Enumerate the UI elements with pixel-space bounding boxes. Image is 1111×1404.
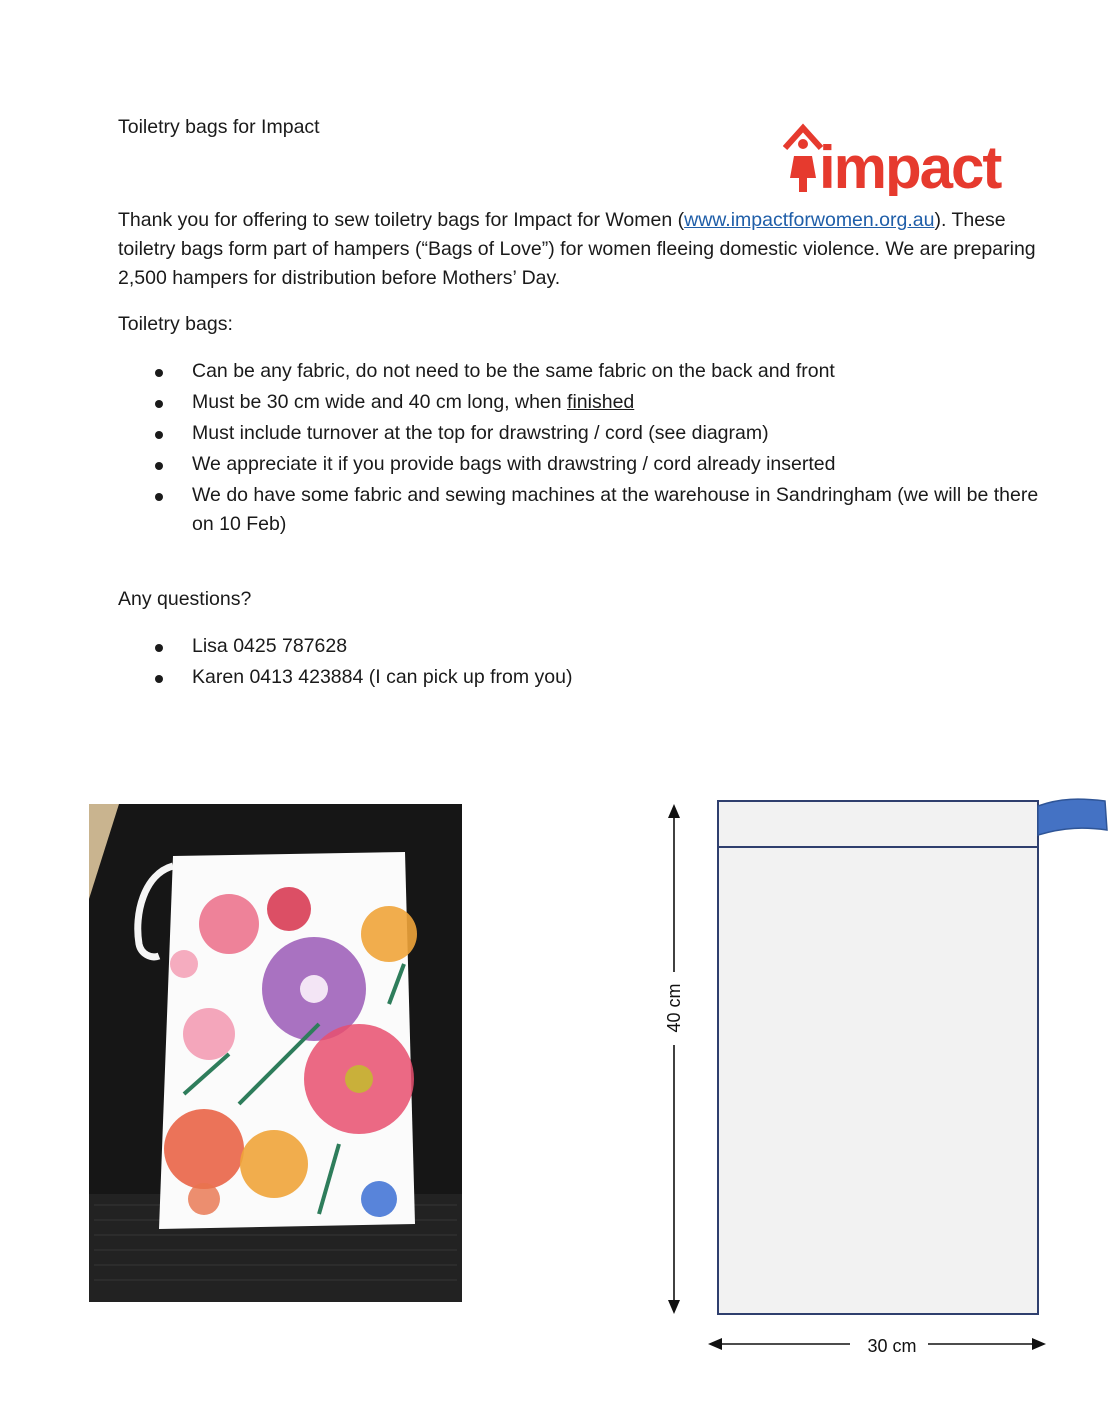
contacts-label: Any questions?	[118, 588, 252, 610]
bullet-icon	[155, 369, 163, 377]
page-title: Toiletry bags for Impact	[118, 116, 320, 138]
drawstring-icon	[1038, 799, 1107, 835]
intro-text-start: Thank you for offering to sew toiletry bags for Impact for Women (	[118, 209, 685, 231]
intro-text-end: ). These toiletry bags form part of hampers (“Bags of Love”) for women fleeing domestic violence. We are preparing 2,500 hampers for distribution before Mothers’ Day.	[118, 209, 1036, 289]
list-item: We do have some fabric and sewing machines at the warehouse in Sandringham (we will be there on 10 Feb)	[152, 481, 1052, 539]
bullet-icon	[155, 675, 163, 683]
bullet-icon	[155, 462, 163, 470]
contacts-list	[152, 632, 1052, 694]
bullet-icon	[155, 431, 163, 439]
floral-bag-image	[89, 804, 462, 1302]
list-item: Can be any fabric, do not need to be the same fabric on the back and front	[152, 357, 1052, 386]
bag-dimension-diagram	[640, 790, 1111, 1370]
bag-photo	[89, 804, 462, 1302]
arrow-down-icon	[668, 1300, 680, 1314]
arrow-up-icon	[668, 804, 680, 818]
logo-text: impact	[819, 134, 1001, 196]
bullet-icon	[155, 400, 163, 408]
impact-logo-graphic	[783, 122, 1008, 196]
height-label: 40 cm	[664, 983, 684, 1033]
list-item: Lisa 0425 787628	[152, 632, 1052, 661]
bag-outline	[718, 801, 1038, 1314]
bullet-icon	[155, 493, 163, 501]
list-item: We appreciate it if you provide bags with drawstring / cord already inserted	[152, 450, 1052, 479]
arrow-left-icon	[708, 1338, 722, 1350]
width-label: 30 cm	[867, 1336, 917, 1356]
bullet-icon	[155, 644, 163, 652]
intro-paragraph	[118, 206, 1058, 293]
list-item: Karen 0413 423884 (I can pick up from you)	[152, 663, 1052, 692]
arrow-right-icon	[1032, 1338, 1046, 1350]
underlined-word: finished	[567, 391, 635, 413]
list-item: Must include turnover at the top for drawstring / cord (see diagram)	[152, 419, 1052, 448]
impact-logo	[783, 122, 1008, 196]
diagram-graphic	[640, 790, 1111, 1370]
impact-website-link[interactable]: www.impactforwomen.org.au	[684, 209, 935, 231]
requirements-label: Toiletry bags:	[118, 313, 233, 335]
list-item: Must be 30 cm wide and 40 cm long, when finished	[152, 388, 1052, 417]
requirements-list	[152, 357, 1052, 541]
